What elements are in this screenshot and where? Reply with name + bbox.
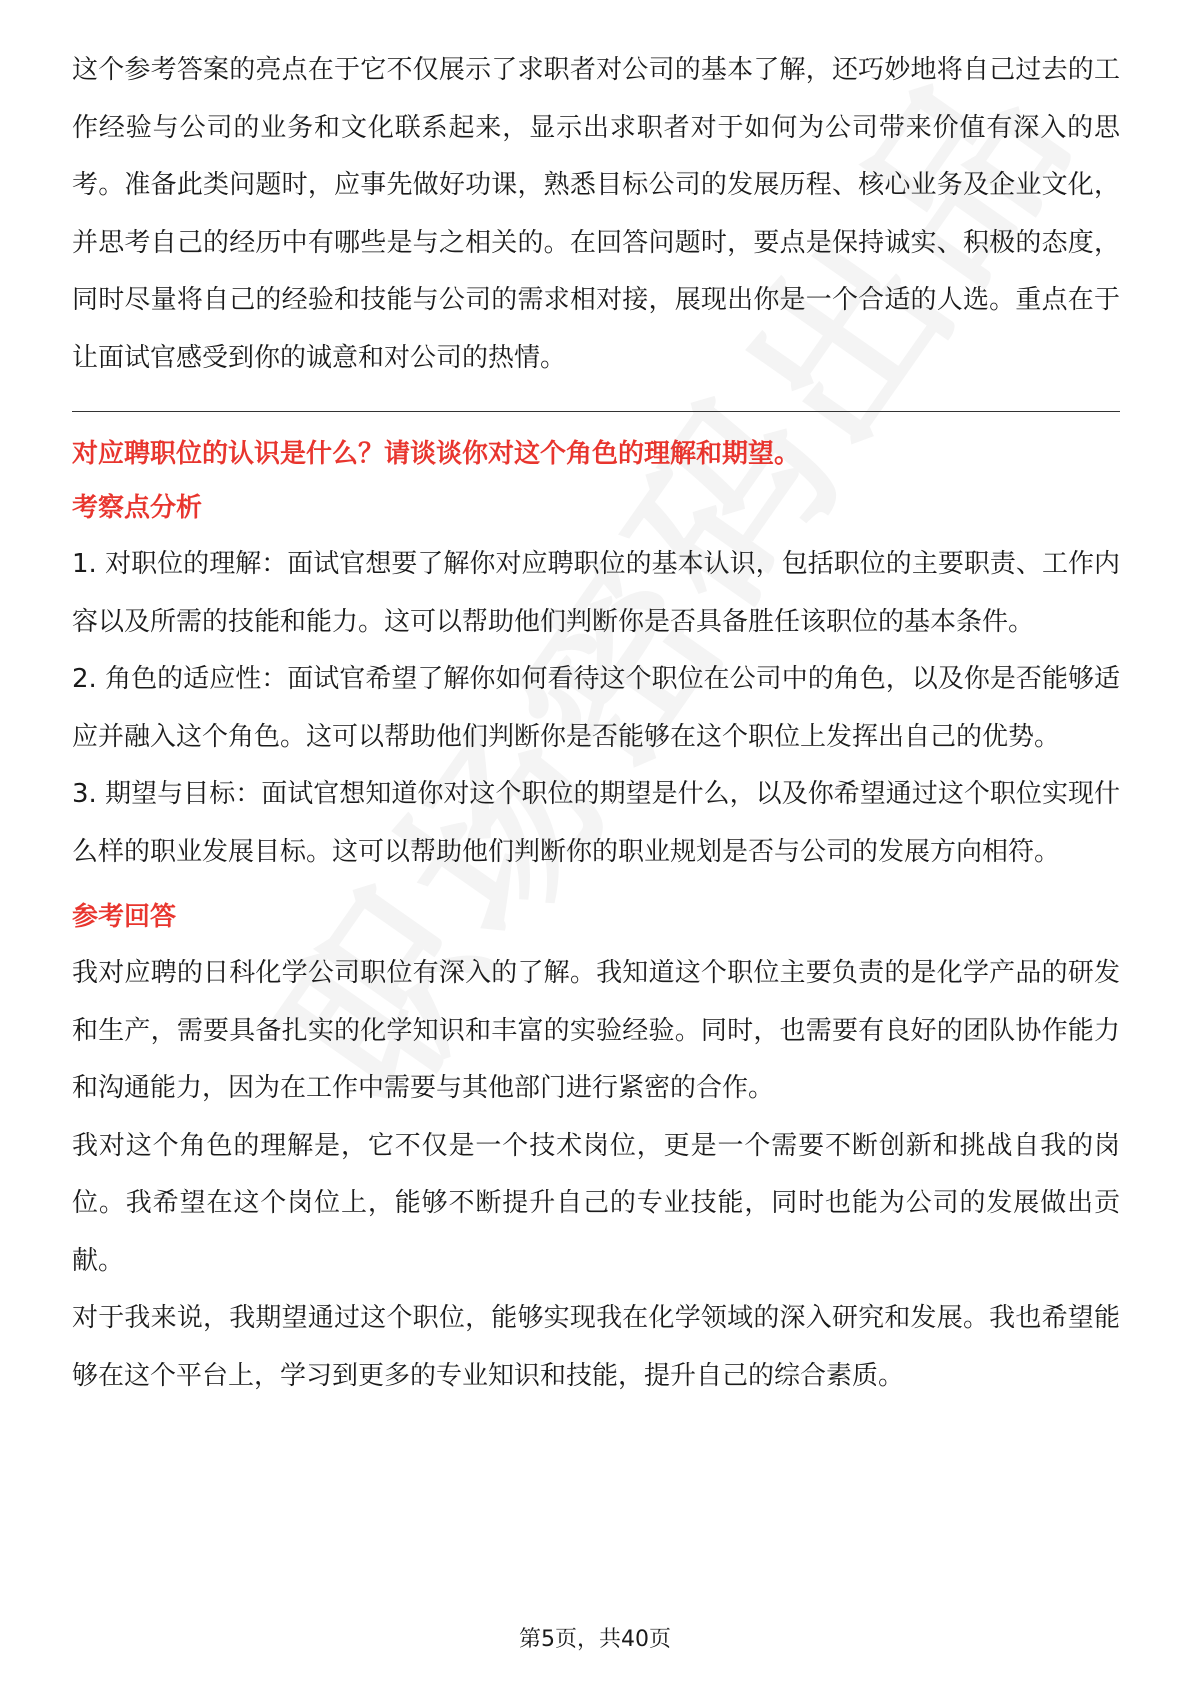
question-heading: 对应聘职位的认识是什么？请谈谈你对这个角色的理解和期望。 bbox=[72, 439, 801, 469]
answer-paragraph-2: 我对这个角色的理解是，它不仅是一个技术岗位，更是一个需要不断创新和挑战自我的岗位。我希望在这个岗位上，能够不断提升自己的专业技能，同时也能为公司的发展做出贡献。 bbox=[72, 1130, 1120, 1276]
answer-label: 参考回答 bbox=[72, 902, 177, 932]
analysis-item-3: 3. 期望与目标：面试官想知道你对这个职位的期望是什么，以及你希望通过这个职位实现什么样的职业发展目标。这可以帮助他们判断你的职业规划是否与公司的发展方向相符。 bbox=[72, 779, 1120, 867]
section-divider bbox=[72, 411, 1120, 412]
analysis-item-1: 1. 对职位的理解：面试官想要了解你对应聘职位的基本认识，包括职位的主要职责、工作内容以及所需的技能和能力。这可以帮助他们判断你是否具备胜任该职位的基本条件。 bbox=[72, 549, 1120, 637]
page-footer: 第5页，共40页 bbox=[519, 1627, 671, 1652]
answer-paragraph-3: 对于我来说，我期望通过这个职位，能够实现我在化学领域的深入研究和发展。我也希望能够在这个平台上，学习到更多的专业知识和技能，提升自己的综合素质。 bbox=[72, 1303, 1120, 1391]
answer-paragraph-1: 我对应聘的日科化学公司职位有深入的了解。我知道这个职位主要负责的是化学产品的研发和生产，需要具备扎实的化学知识和丰富的实验经验。同时，也需要有良好的团队协作能力和沟通能力，因为在工作中需要与其他部门进行紧密的合作。 bbox=[72, 958, 1120, 1103]
intro-paragraph: 这个参考答案的亮点在于它不仅展示了求职者对公司的基本了解，还巧妙地将自己过去的工作经验与公司的业务和文化联系起来，显示出求职者对于如何为公司带来价值有深入的思考。准备此类问题时，应事先做好功课，熟悉目标公司的发展历程、核心业务及企业文化，并思考自己的经历中有哪些是与之相关的。在回答问题时，要点是保持诚实、积极的态度，同时尽量将自己的经验和技能与公司的需求相对接，展现出你是一个合适的人选。重点在于让面试官感受到你的诚意和对公司的热情。 bbox=[72, 55, 1120, 373]
analysis-label: 考察点分析 bbox=[72, 493, 203, 523]
page-content bbox=[72, 42, 1120, 1405]
analysis-item-2: 2. 角色的适应性：面试官希望了解你如何看待这个职位在公司中的角色，以及你是否能够适应并融入这个角色。这可以帮助他们判断你是否能够在这个职位上发挥出自己的优势。 bbox=[72, 664, 1120, 752]
